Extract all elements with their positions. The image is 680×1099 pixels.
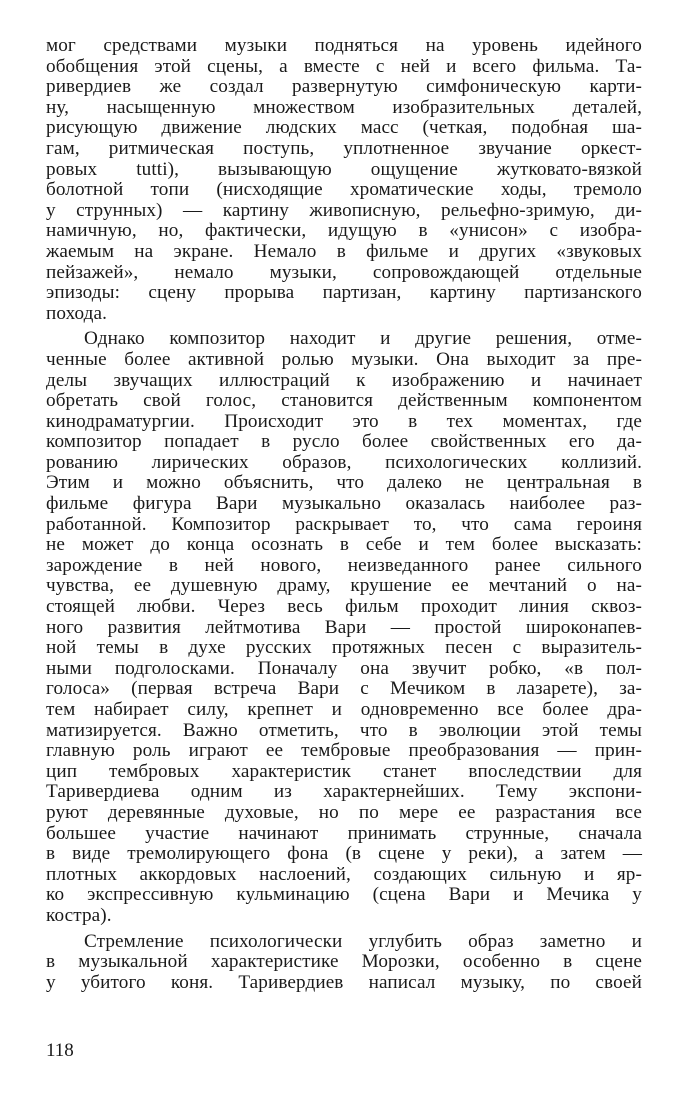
text-line: матизируется. Важно отметить, что в эволюции этой темы: [46, 719, 642, 741]
text-line: похода.: [46, 302, 108, 324]
page-number: 118: [46, 1040, 74, 1061]
text-line: кинодраматургии. Происходит это в тех моментах, где: [46, 410, 642, 432]
text-line: у убитого коня. Таривердиев написал музыку, по своей: [46, 971, 642, 993]
text-line: мог средствами музыки подняться на уровень идейного: [46, 35, 642, 56]
text-line: тем набирает силу, крепнет и одновременно все более дра-: [46, 699, 642, 720]
text-line: костра).: [46, 904, 112, 926]
paragraph-1: [46, 36, 642, 324]
text-line: намичную, но, фактически, идущую в «унисон» с изобра-: [46, 220, 642, 242]
text-line: цип тембровых характеристик станет впоследствии для: [46, 760, 642, 782]
page-text: [46, 36, 642, 998]
text-line: рованию лирических образов, психологических коллизий.: [46, 451, 642, 473]
text-line: большее участие начинают принимать струнные, сначала: [46, 822, 642, 844]
text-line: болотной топи (нисходящие хроматические ходы, тремоло: [46, 179, 642, 201]
text-line: гам, ритмическая поступь, уплотненное звучание оркест-: [46, 137, 642, 159]
text-line: плотных аккордовых наслоений, создающих сильную и яр-: [46, 863, 642, 885]
text-line: ко экспрессивную кульминацию (сцена Вари и Мечика у: [46, 884, 642, 906]
text-line: Однако композитор находит и другие решения, отме-: [84, 328, 642, 350]
text-line: пейзажей», немало музыки, сопровождающей отдельные: [46, 261, 642, 283]
text-line: главную роль играют ее тембровые преобразования — прин-: [46, 740, 642, 762]
text-line: жаемым на экране. Немало в фильме и других «звуковых: [46, 240, 642, 262]
text-line: ного развития лейтмотива Вари — простой широконапев-: [46, 616, 642, 638]
text-line: ну, насыщенную множеством изобразительных деталей,: [46, 96, 642, 118]
text-line: зарождение в ней нового, неизведанного ранее сильного: [46, 554, 642, 576]
text-line: у струнных) — картину живописную, рельефно-зримую, ди-: [46, 199, 642, 221]
text-line: голоса» (первая встреча Вари с Мечиком в лазарете), за-: [46, 678, 642, 700]
text-line: руют деревянные духовые, но по мере ее разрастания все: [46, 801, 642, 823]
text-line: работанной. Композитор раскрывает то, что сама героиня: [46, 513, 642, 535]
text-line: обретать свой голос, становится действенным компонентом: [46, 390, 642, 412]
text-line: ченные более активной ролью музыки. Она выходит за пре-: [46, 348, 642, 370]
text-line: не может до конца осознать в себе и тем более высказать:: [46, 534, 642, 556]
text-line: Таривердиева одним из характернейших. Тему экспони-: [46, 781, 642, 803]
paragraph-2: [46, 329, 642, 926]
text-line: чувства, ее душевную драму, крушение ее мечтаний о на-: [46, 575, 642, 597]
text-line: ными подголосками. Поначалу она звучит робко, «в пол-: [46, 657, 642, 679]
text-line: обобщения этой сцены, а вместе с ней и всего фильма. Та-: [46, 55, 642, 77]
text-line: делы звучащих иллюстраций к изображению и начинает: [46, 369, 642, 391]
text-line: в виде тремолирующего фона (в сцене у реки), а затем —: [46, 843, 642, 865]
text-line: Этим и можно объяснить, что далеко не центральная в: [46, 472, 642, 494]
text-line: в музыкальной характеристике Морозки, особенно в сцене: [46, 951, 642, 973]
text-line: рисующую движение людских масс (четкая, подобная ша-: [46, 117, 642, 139]
text-line: Стремление психологически углубить образ заметно и: [84, 930, 642, 952]
text-line: композитор попадает в русло более свойственных его да-: [46, 431, 642, 453]
text-line: ровых tutti), вызывающую ощущение жутковато-вязкой: [46, 158, 642, 180]
paragraph-3: [46, 932, 642, 994]
text-line: стоящей любви. Через весь фильм проходит линия сквоз-: [46, 596, 642, 618]
text-line: ривердиев же создал развернутую симфоническую карти-: [46, 76, 642, 98]
text-line: эпизоды: сцену прорыва партизан, картину партизанского: [46, 282, 642, 304]
text-line: ной темы в духе русских протяжных песен с выразитель-: [46, 637, 642, 659]
text-line: фильме фигура Вари музыкально оказалась наиболее раз-: [46, 493, 642, 515]
